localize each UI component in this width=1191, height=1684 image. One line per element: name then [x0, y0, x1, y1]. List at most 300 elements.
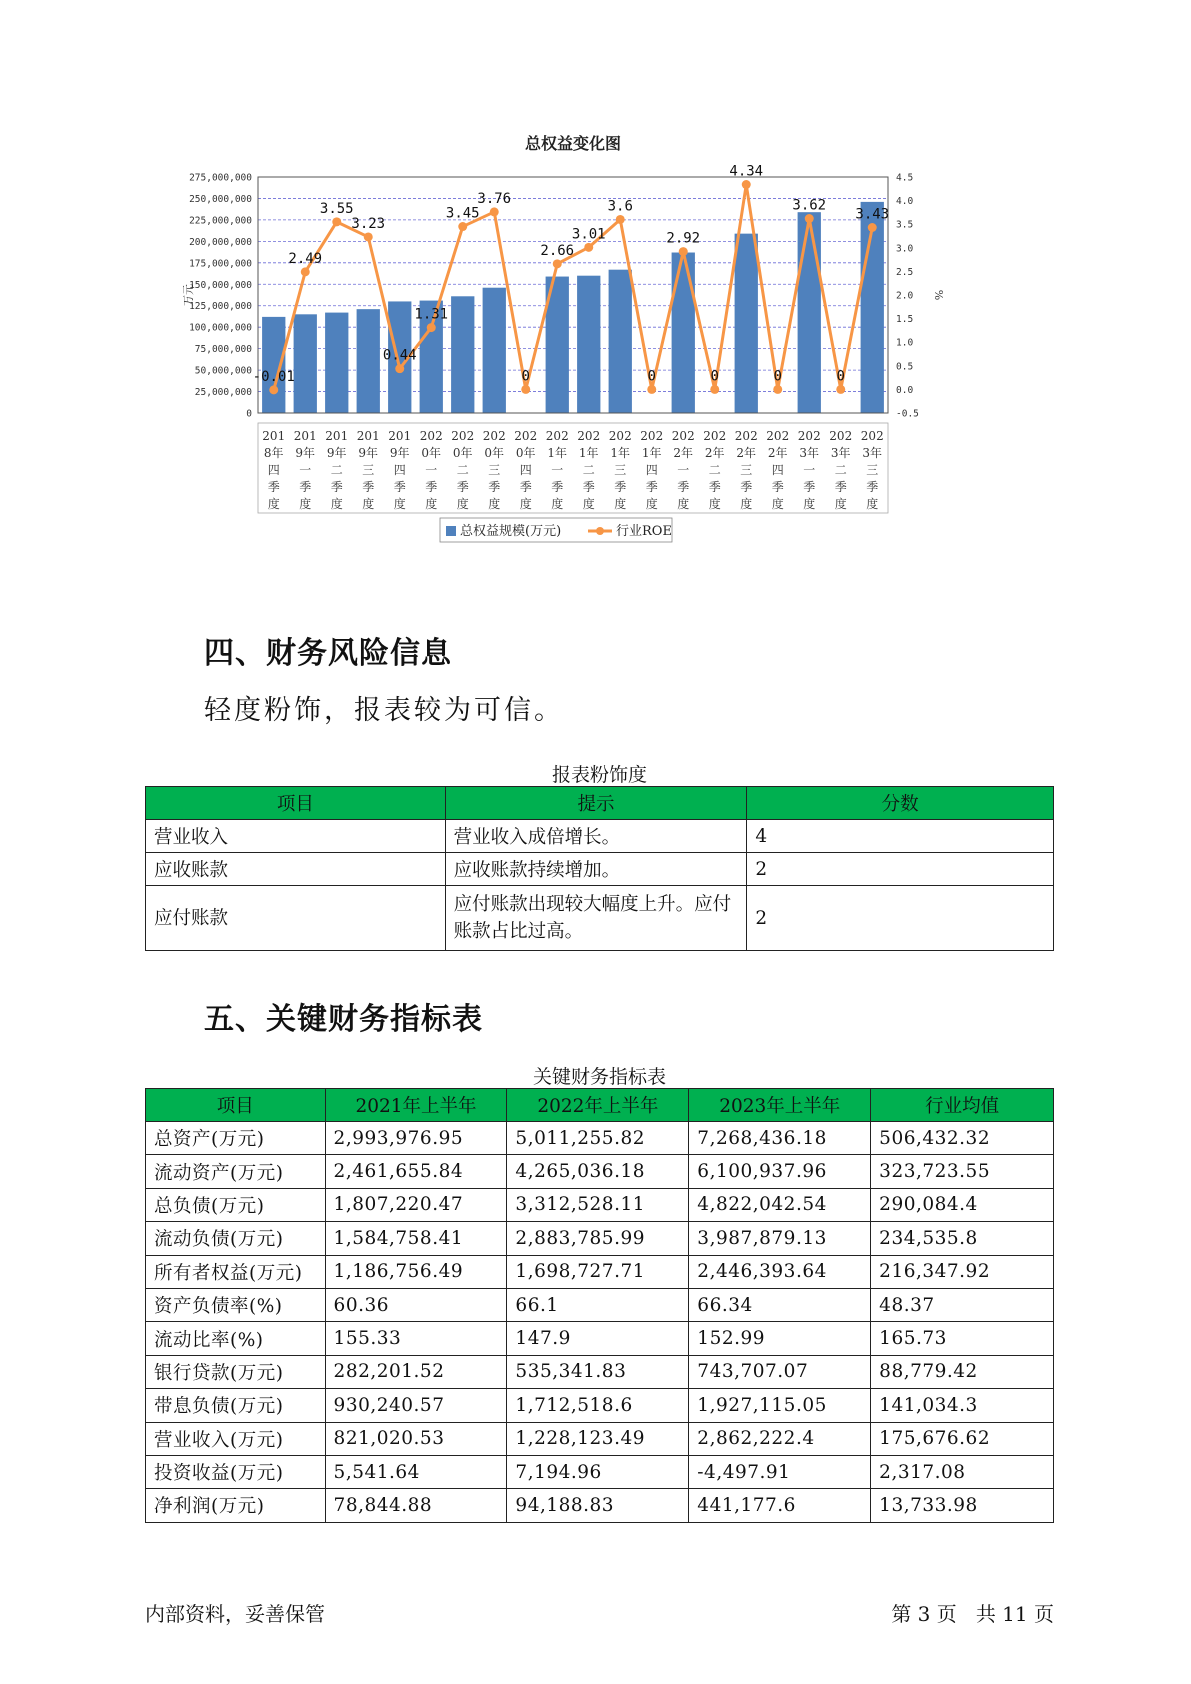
- roe-point: [710, 385, 719, 394]
- kf-item-cell: 资产负债率(%): [146, 1288, 326, 1321]
- equity-chart: [180, 130, 1010, 590]
- kf-item-cell: 银行贷款(万元): [146, 1355, 326, 1388]
- kf-value-cell: 323,723.55: [871, 1155, 1054, 1188]
- kf-value-cell: 1,807,220.47: [325, 1188, 507, 1221]
- roe-data-label: 0: [836, 368, 845, 385]
- x-tick-label-line: 季: [708, 480, 721, 494]
- roe-point: [521, 385, 530, 394]
- kf-value-cell: -4,497.91: [689, 1455, 871, 1488]
- risk-hint: 营业收入成倍增长。: [445, 820, 747, 853]
- x-tick-label-line: 度: [299, 497, 312, 511]
- x-tick-label-line: 季: [582, 480, 595, 494]
- x-tick-label-line: 度: [330, 497, 343, 511]
- table-row: [146, 820, 1054, 853]
- table-row: [146, 1389, 1054, 1422]
- roe-point: [490, 207, 499, 216]
- roe-data-label: 4.34: [729, 163, 764, 180]
- risk-table: [145, 786, 1054, 951]
- kf-value-cell: 6,100,937.96: [689, 1155, 871, 1188]
- kf-value-cell: 5,541.64: [325, 1455, 507, 1488]
- kf-header-cell: 行业均值: [871, 1089, 1054, 1122]
- footer-left: 内部资料，妥善保管: [145, 1602, 325, 1626]
- x-tick-label: [262, 429, 285, 511]
- y2-tick-label: -0.5: [896, 408, 919, 420]
- kf-value-cell: 1,186,756.49: [325, 1255, 507, 1288]
- x-tick-label-line: 三: [488, 463, 501, 477]
- x-tick-label-line: 201: [388, 429, 412, 443]
- x-tick-label-line: 季: [740, 480, 753, 494]
- kf-value-cell: 66.1: [507, 1288, 689, 1321]
- table-row: [146, 853, 1054, 886]
- x-tick-label-line: 三: [740, 463, 753, 477]
- roe-point: [364, 232, 373, 241]
- x-tick-label-line: 三: [362, 463, 375, 477]
- risk-item: 应收账款: [146, 853, 446, 886]
- table-row: [146, 886, 1054, 951]
- risk-item: 营业收入: [146, 820, 446, 853]
- x-tick-label: [325, 429, 348, 511]
- kf-value-cell: 1,584,758.41: [325, 1222, 507, 1255]
- risk-header-item: 项目: [146, 787, 446, 820]
- x-tick-label-line: 202: [766, 429, 790, 443]
- roe-point: [269, 385, 278, 394]
- x-tick-label-line: 度: [393, 497, 406, 511]
- y2-tick-label: 1.0: [896, 337, 914, 349]
- kf-value-cell: 1,228,123.49: [507, 1422, 689, 1455]
- x-tick-label: [829, 429, 852, 511]
- bar: [294, 314, 317, 413]
- legend-bar-swatch: [446, 526, 456, 536]
- table-row: [146, 1422, 1054, 1455]
- y-tick-label: 275,000,000: [189, 172, 252, 184]
- kf-value-cell: 147.9: [507, 1322, 689, 1355]
- x-tick-label-line: 四: [519, 463, 532, 477]
- x-tick-label-line: 季: [519, 480, 532, 494]
- x-tick-label-line: 二: [708, 463, 721, 477]
- kf-value-cell: 441,177.6: [689, 1489, 871, 1522]
- x-tick-label-line: 度: [582, 497, 595, 511]
- kf-table-header: [146, 1089, 1054, 1122]
- kf-item-cell: 流动资产(万元): [146, 1155, 326, 1188]
- x-tick-label-line: 季: [425, 480, 438, 494]
- x-tick-label-line: 度: [708, 497, 721, 511]
- x-tick-label-line: 202: [640, 429, 664, 443]
- kf-value-cell: 2,461,655.84: [325, 1155, 507, 1188]
- x-tick-label: [388, 429, 411, 511]
- x-tick-label: [798, 429, 821, 511]
- legend-line-label: 行业ROE: [616, 524, 672, 539]
- x-tick-label-line: 一: [299, 463, 312, 477]
- x-tick-label-line: 二: [834, 463, 847, 477]
- x-tick-label-line: 2年: [673, 446, 694, 460]
- risk-score: 2: [747, 853, 1054, 886]
- roe-data-label: 3.01: [571, 226, 606, 243]
- roe-point: [868, 223, 877, 232]
- table-row: [146, 1288, 1054, 1321]
- bar: [357, 309, 380, 413]
- y2-tick-label: 0.5: [896, 361, 914, 373]
- x-tick-label-line: 2年: [736, 446, 757, 460]
- x-tick-label-line: 201: [356, 429, 380, 443]
- kf-value-cell: 743,707.07: [689, 1355, 871, 1388]
- kf-item-cell: 营业收入(万元): [146, 1422, 326, 1455]
- x-tick-label: [577, 429, 600, 511]
- chart-title: 总权益变化图: [524, 134, 622, 153]
- x-tick-label-line: 季: [456, 480, 469, 494]
- bar: [325, 313, 348, 413]
- y-tick-label: 200,000,000: [189, 236, 252, 248]
- roe-point: [458, 222, 467, 231]
- x-tick-label-line: 201: [262, 429, 286, 443]
- x-tick-label-line: 3年: [799, 446, 820, 460]
- x-tick-label-line: 0年: [484, 446, 505, 460]
- x-tick-label-line: 度: [456, 497, 469, 511]
- section4-summary: 轻度粉饰，报表较为可信。: [204, 695, 564, 726]
- x-tick-label: [420, 429, 443, 511]
- kf-value-cell: 155.33: [325, 1322, 507, 1355]
- kf-table-caption: 关键财务指标表: [532, 1066, 666, 1088]
- roe-data-label: 3.45: [445, 205, 480, 222]
- x-tick-label-line: 8年: [263, 446, 284, 460]
- roe-data-label: 3.55: [319, 200, 354, 217]
- legend-line-marker: [596, 527, 604, 535]
- risk-hint: 应收账款持续增加。: [445, 853, 747, 886]
- roe-point: [584, 243, 593, 252]
- roe-point: [679, 247, 688, 256]
- x-tick-label-line: 四: [267, 463, 280, 477]
- y2-tick-label: 1.5: [896, 314, 914, 326]
- kf-value-cell: 1,712,518.6: [507, 1389, 689, 1422]
- bar: [672, 253, 695, 413]
- x-tick-label-line: 三: [614, 463, 627, 477]
- table-row: [146, 1355, 1054, 1388]
- table-row: [146, 1255, 1054, 1288]
- x-tick-label-line: 0年: [515, 446, 536, 460]
- x-tick-label-line: 202: [671, 429, 695, 443]
- roe-point: [773, 385, 782, 394]
- bar: [798, 212, 821, 413]
- kf-value-cell: 141,034.3: [871, 1389, 1054, 1422]
- kf-value-cell: 234,535.8: [871, 1222, 1054, 1255]
- x-tick-label-line: 季: [866, 480, 879, 494]
- x-tick-label-line: 季: [551, 480, 564, 494]
- x-tick-label-line: 一: [551, 463, 564, 477]
- x-tick-label-line: 四: [771, 463, 784, 477]
- x-tick-label-line: 度: [551, 497, 564, 511]
- risk-hint: 应付账款出现较大幅度上升。应付账款占比过高。: [445, 886, 747, 951]
- roe-data-label: 2.49: [288, 250, 323, 267]
- x-tick-label-line: 季: [488, 480, 501, 494]
- bar: [577, 276, 600, 413]
- footer-page-number: 第 3 页 共 11 页: [891, 1602, 1054, 1626]
- x-tick-label-line: 季: [645, 480, 658, 494]
- kf-value-cell: 282,201.52: [325, 1355, 507, 1388]
- x-tick-label-line: 202: [797, 429, 821, 443]
- kf-value-cell: 821,020.53: [325, 1422, 507, 1455]
- kf-value-cell: 2,883,785.99: [507, 1222, 689, 1255]
- bar: [735, 234, 758, 413]
- risk-score: 4: [747, 820, 1054, 853]
- x-label-box: [258, 423, 888, 513]
- x-tick-label-line: 度: [834, 497, 847, 511]
- kf-item-cell: 投资收益(万元): [146, 1455, 326, 1488]
- x-tick-label-line: 201: [293, 429, 317, 443]
- kf-header-cell: 项目: [146, 1089, 326, 1122]
- x-tick-label-line: 季: [362, 480, 375, 494]
- x-tick-label-line: 季: [677, 480, 690, 494]
- x-tick-label-line: 二: [330, 463, 343, 477]
- y-tick-label: 75,000,000: [194, 344, 252, 356]
- x-tick-label: [640, 429, 663, 511]
- y2-axis-label: %: [932, 289, 945, 301]
- y2-tick-label: 4.5: [896, 172, 914, 184]
- kf-value-cell: 88,779.42: [871, 1355, 1054, 1388]
- x-tick-label-line: 度: [267, 497, 280, 511]
- kf-value-cell: 2,862,222.4: [689, 1422, 871, 1455]
- fr-table-caption: 报表粉饰度: [551, 764, 647, 786]
- kf-value-cell: 5,011,255.82: [507, 1122, 689, 1155]
- kf-value-cell: 2,446,393.64: [689, 1255, 871, 1288]
- y-tick-label: 25,000,000: [194, 387, 252, 399]
- roe-data-label: 0.44: [382, 347, 417, 364]
- table-row: [146, 1489, 1054, 1522]
- table-row: [146, 1222, 1054, 1255]
- kf-value-cell: 165.73: [871, 1322, 1054, 1355]
- x-tick-label-line: 0年: [452, 446, 473, 460]
- x-tick-label: [546, 429, 569, 511]
- kf-item-cell: 流动比率(%): [146, 1322, 326, 1355]
- roe-point: [647, 385, 656, 394]
- x-tick-label-line: 度: [803, 497, 816, 511]
- kf-value-cell: 2,993,976.95: [325, 1122, 507, 1155]
- x-tick-label-line: 1年: [610, 446, 631, 460]
- kf-item-cell: 带息负债(万元): [146, 1389, 326, 1422]
- x-tick-label-line: 二: [456, 463, 469, 477]
- x-tick-label-line: 202: [482, 429, 506, 443]
- kf-item-cell: 总负债(万元): [146, 1188, 326, 1221]
- x-tick-label-line: 9年: [326, 446, 347, 460]
- key-financial-table: [145, 1088, 1054, 1523]
- x-tick-label: [609, 429, 632, 511]
- x-tick-label-line: 201: [325, 429, 349, 443]
- legend-bar-label: 总权益规模(万元): [460, 524, 562, 539]
- y2-tick-label: 2.0: [896, 290, 914, 302]
- table-row: [146, 1122, 1054, 1155]
- y2-tick-label: 0.0: [896, 384, 914, 396]
- section4-heading: 四、财务风险信息: [204, 636, 452, 671]
- kf-header-cell: 2023年上半年: [689, 1089, 871, 1122]
- kf-value-cell: 66.34: [689, 1288, 871, 1321]
- kf-value-cell: 60.36: [325, 1288, 507, 1321]
- x-tick-label-line: 202: [703, 429, 727, 443]
- x-tick-label-line: 1年: [641, 446, 662, 460]
- section5-heading: 五、关键财务指标表: [204, 1002, 483, 1037]
- kf-header-cell: 2022年上半年: [507, 1089, 689, 1122]
- table-row: [146, 1455, 1054, 1488]
- kf-value-cell: 3,312,528.11: [507, 1188, 689, 1221]
- x-tick-label-line: 季: [614, 480, 627, 494]
- x-tick-label-line: 度: [771, 497, 784, 511]
- x-tick-label-line: 度: [519, 497, 532, 511]
- kf-value-cell: 4,265,036.18: [507, 1155, 689, 1188]
- x-tick-label-line: 一: [677, 463, 690, 477]
- risk-item: 应付账款: [146, 886, 446, 951]
- x-tick-label-line: 2年: [767, 446, 788, 460]
- x-tick-label: [294, 429, 317, 511]
- x-tick-label-line: 1年: [578, 446, 599, 460]
- roe-point: [742, 180, 751, 189]
- x-tick-label-line: 四: [393, 463, 406, 477]
- x-tick-label-line: 季: [330, 480, 343, 494]
- roe-point: [805, 214, 814, 223]
- roe-point: [427, 323, 436, 332]
- x-tick-label: [861, 429, 884, 511]
- x-tick-label-line: 202: [734, 429, 758, 443]
- roe-point: [301, 267, 310, 276]
- x-tick-label-line: 度: [645, 497, 658, 511]
- bar: [609, 270, 632, 413]
- roe-data-label: 0: [647, 368, 656, 385]
- risk-header-score: 分数: [747, 787, 1054, 820]
- x-tick-label-line: 度: [740, 497, 753, 511]
- x-tick-label-line: 202: [419, 429, 443, 443]
- y-tick-label: 250,000,000: [189, 193, 252, 205]
- kf-value-cell: 94,188.83: [507, 1489, 689, 1522]
- kf-value-cell: 78,844.88: [325, 1489, 507, 1522]
- kf-value-cell: 216,347.92: [871, 1255, 1054, 1288]
- table-row: [146, 1322, 1054, 1355]
- kf-value-cell: 930,240.57: [325, 1389, 507, 1422]
- roe-data-label: 2.92: [666, 230, 701, 247]
- kf-value-cell: 290,084.4: [871, 1188, 1054, 1221]
- kf-value-cell: 7,268,436.18: [689, 1122, 871, 1155]
- roe-data-label: 0: [710, 368, 719, 385]
- roe-point: [553, 259, 562, 268]
- roe-data-label: 3.43: [855, 206, 890, 223]
- x-tick-label-line: 1年: [547, 446, 568, 460]
- y2-tick-label: 2.5: [896, 266, 914, 278]
- x-tick-label-line: 度: [362, 497, 375, 511]
- y-tick-label: 125,000,000: [189, 301, 252, 313]
- x-tick-label-line: 度: [614, 497, 627, 511]
- x-tick-label-line: 0年: [421, 446, 442, 460]
- kf-item-cell: 所有者权益(万元): [146, 1255, 326, 1288]
- y-axis-label: 万元: [182, 284, 195, 306]
- x-tick-label: [766, 429, 789, 511]
- y-tick-label: 100,000,000: [189, 322, 252, 334]
- kf-value-cell: 506,432.32: [871, 1122, 1054, 1155]
- y2-tick-label: 3.5: [896, 219, 914, 231]
- x-tick-label-line: 季: [771, 480, 784, 494]
- x-tick-label-line: 季: [803, 480, 816, 494]
- x-tick-label-line: 2年: [704, 446, 725, 460]
- x-tick-label-line: 9年: [389, 446, 410, 460]
- roe-point: [616, 215, 625, 224]
- x-tick-label: [672, 429, 695, 511]
- risk-score: 2: [747, 886, 1054, 951]
- x-tick-label-line: 202: [545, 429, 569, 443]
- x-tick-label-line: 季: [834, 480, 847, 494]
- x-tick-label-line: 季: [393, 480, 406, 494]
- kf-header-cell: 2021年上半年: [325, 1089, 507, 1122]
- roe-data-label: 3.6: [607, 198, 633, 215]
- x-tick-label-line: 202: [860, 429, 884, 443]
- roe-data-label: 0: [773, 368, 782, 385]
- kf-item-cell: 净利润(万元): [146, 1489, 326, 1522]
- x-tick-label-line: 三: [866, 463, 879, 477]
- bar: [451, 296, 474, 413]
- x-tick-label-line: 一: [425, 463, 438, 477]
- x-tick-label-line: 3年: [830, 446, 851, 460]
- y2-tick-label: 3.0: [896, 243, 914, 255]
- y-tick-label: 50,000,000: [194, 365, 252, 377]
- x-tick-label-line: 9年: [295, 446, 316, 460]
- x-tick-label: [703, 429, 726, 511]
- x-tick-label-line: 季: [267, 480, 280, 494]
- roe-data-label: 1.31: [414, 306, 449, 323]
- x-tick-label-line: 202: [514, 429, 538, 443]
- x-tick-label-line: 二: [582, 463, 595, 477]
- x-tick-label-line: 四: [645, 463, 658, 477]
- kf-value-cell: 1,927,115.05: [689, 1389, 871, 1422]
- roe-point: [332, 217, 341, 226]
- roe-point: [836, 385, 845, 394]
- x-tick-label-line: 9年: [358, 446, 379, 460]
- kf-value-cell: 1,698,727.71: [507, 1255, 689, 1288]
- x-tick-label-line: 202: [608, 429, 632, 443]
- risk-header-hint: 提示: [445, 787, 747, 820]
- x-tick-label-line: 3年: [862, 446, 883, 460]
- x-tick-label-line: 度: [866, 497, 879, 511]
- roe-point: [395, 364, 404, 373]
- x-tick-label-line: 202: [577, 429, 601, 443]
- kf-value-cell: 2,317.08: [871, 1455, 1054, 1488]
- roe-data-label: 3.62: [792, 197, 827, 214]
- y-tick-label: 175,000,000: [189, 258, 252, 270]
- roe-data-label: 3.76: [477, 190, 512, 207]
- kf-item-cell: 总资产(万元): [146, 1122, 326, 1155]
- kf-value-cell: 13,733.98: [871, 1489, 1054, 1522]
- x-tick-label-line: 季: [299, 480, 312, 494]
- roe-data-label: 2.66: [540, 242, 575, 259]
- equity-chart-svg: [180, 130, 1010, 590]
- x-tick-label-line: 度: [677, 497, 690, 511]
- y-tick-label: 0: [246, 408, 252, 420]
- risk-table-header: [146, 787, 1054, 820]
- x-tick-label-line: 202: [451, 429, 475, 443]
- x-tick-label: [514, 429, 537, 511]
- kf-item-cell: 流动负债(万元): [146, 1222, 326, 1255]
- x-tick-label-line: 度: [425, 497, 438, 511]
- roe-data-label: 0: [521, 368, 530, 385]
- x-tick-label-line: 度: [488, 497, 501, 511]
- kf-value-cell: 535,341.83: [507, 1355, 689, 1388]
- table-row: [146, 1155, 1054, 1188]
- kf-value-cell: 175,676.62: [871, 1422, 1054, 1455]
- kf-value-cell: 7,194.96: [507, 1455, 689, 1488]
- roe-data-label: 3.23: [351, 215, 386, 232]
- table-row: [146, 1188, 1054, 1221]
- x-tick-label: [451, 429, 474, 511]
- roe-data-label: -0.01: [252, 368, 295, 385]
- x-tick-label: [735, 429, 758, 511]
- kf-value-cell: 48.37: [871, 1288, 1054, 1321]
- kf-value-cell: 3,987,879.13: [689, 1222, 871, 1255]
- x-tick-label: [483, 429, 506, 511]
- kf-value-cell: 152.99: [689, 1322, 871, 1355]
- bar: [483, 288, 506, 413]
- x-tick-label: [357, 429, 380, 511]
